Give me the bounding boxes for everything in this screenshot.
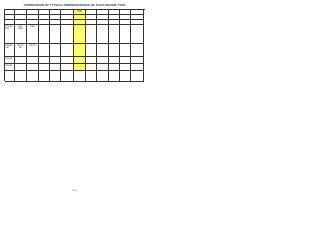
table-cell-r3-c4: 1.5-2.5 <box>50 25 61 44</box>
table-cell-r1-c11: EXAMPLE <box>131 15 144 20</box>
table-cell-r1-c4: EXAMPLE <box>50 15 61 20</box>
table-cell-r5-c5: 3.0 <box>61 57 74 64</box>
table-cell-r6-c2: 3.0 <box>27 64 39 71</box>
table-cell-r5-c3: 3.0 <box>39 57 50 64</box>
table-cell-r4-c8: 3.0 <box>97 44 109 57</box>
table-cell-r3-c10: 2.5-3.0 <box>120 25 131 44</box>
table-cell-r4-c9: 3.0 <box>109 44 120 57</box>
table-cell-r3-c0: BORE STROKE SIZE <box>5 25 15 44</box>
note-line: xxxxxxxxxxxxxxxxxxxxxxxxxxxxxxxxxxxxxxxxxxxxxxxxxxxxxxxxxxxxxxxxxxxxxxxx <box>36 70 83 71</box>
table-cell-r4-c7: 3.0 <box>86 44 97 57</box>
document-title: COMPARISON OF TYPICAL DIMENSIONS/SIZE OF EACH ENGINE TYPE <box>23 4 126 7</box>
table-cell-r3-c7: 2.5-3.0 <box>86 25 97 44</box>
table-cell-r3-c8: 2.5-3.0 <box>97 25 109 44</box>
table-cell-r4-c5: 3.0 <box>61 44 74 57</box>
table-cell-r4-c1: 3.0 TO MOTOR SET <box>15 44 27 57</box>
table-cell-r1-c3: EXAMPLE <box>39 15 50 20</box>
table-cell-r0-c6: VALUES TYPE <box>74 10 86 15</box>
note-line: xxxxxxxxxxxxxxxxxxxxxxxxxxxxxxxxxxxxxxxxxxxxxxxxxxxxxxxxxxxxxxxxxxxxxxxx <box>36 75 83 77</box>
spreadsheet <box>4 9 145 81</box>
table-cell-r5-c6: 3.0 <box>74 57 86 64</box>
table-cell-r4-c2: 3.0 TO MOTOR <box>27 44 39 57</box>
table-cell-r3-c2: CYLINDER DIAM. <box>27 25 39 44</box>
table-cell-r6-c1: 3.0 <box>15 64 27 71</box>
table-cell-r6-c5: 3.0 <box>61 64 74 71</box>
page-number: 1 of 1 <box>71 190 78 192</box>
table-cell-r6-c7: 3.0 <box>86 64 97 71</box>
note-line: xxxxxxxxxxxxxxxxxxxxxxxxxxxxxxxxxxxxxxxxxxxxxxxxxxxxxxxxxxxxxxxxxxxxxxxx <box>36 72 83 74</box>
table-cell-r3-c1: 15 MM DIA X 30 MM <box>15 25 27 44</box>
table-cell-r3-c3: 1.5-2.5 <box>39 25 50 44</box>
table-cell-r6-c3: 3.0 <box>39 64 50 71</box>
table-cell-r5-c0: LEFT STROKE <box>5 57 15 64</box>
table-cell-r1-c6: EXAMPLE <box>74 15 86 20</box>
table-cell-r1-c5: EXAMPLE <box>61 15 74 20</box>
table-cell-r5-c9: 3.0 <box>109 57 120 64</box>
table-cell-r1-c9: EXAMPLE <box>109 15 120 20</box>
table-cell-r6-c9: 3.0 <box>109 64 120 71</box>
table-cell-r6-c6: 3.0 <box>74 64 86 71</box>
table-cell-r4-c4: 3.0 <box>50 44 61 57</box>
table-cell-r6-c0: LEFT STROKE <box>5 64 15 71</box>
table-cell-r1-c10: EXAMPLE <box>120 15 131 20</box>
table-cell-r5-c4: 3.0 <box>50 57 61 64</box>
table-cell-r5-c1: 3.0 <box>15 57 27 64</box>
table-cell-r3-c5: 2.0-3.0 <box>61 25 74 44</box>
table-cell-r2-c6: TYPICAL <box>74 20 86 25</box>
table-cell-r6-c10: 3.0 <box>120 64 131 71</box>
table-cell-r4-c11: 3.0 <box>131 44 144 57</box>
table-cell-r6-c11: 3.0 <box>131 64 144 71</box>
table-cell-r1-c8: EXAMPLE <box>97 15 109 20</box>
table-cell-r5-c7: 3.0 <box>86 57 97 64</box>
table-cell-r6-c4: 3.0 <box>50 64 61 71</box>
table-cell-r5-c2: 3.0 <box>27 57 39 64</box>
table-cell-r5-c10: 3.0 <box>120 57 131 64</box>
table-cell-r1-c7: EXAMPLE <box>86 15 97 20</box>
notes-block <box>36 70 136 80</box>
table-cell-r4-c6: 3.0 <box>74 44 86 57</box>
table-cell-r4-c10: 3.0 <box>120 44 131 57</box>
table-cell-r4-c3: 3.0 <box>39 44 50 57</box>
table-cell-r6-c8: 3.0 <box>97 64 109 71</box>
table-cell-r7-c1 <box>15 71 27 82</box>
table-cell-r5-c11: 3.0 <box>131 57 144 64</box>
table-cell-r5-c8: 3.0 <box>97 57 109 64</box>
table-cell-r3-c9: 3.0-3.5 <box>109 25 120 44</box>
note-line: xxxxxxxxxxxxxxxxxxxxxxxxxxxxxxxxxxxxxxxxxxxxxxxxxxxxxxxxxxxxxxxxxxxxxxxx <box>36 77 83 79</box>
table-cell-r3-c11: 2.5-3.0 <box>131 25 144 44</box>
table-cell-r3-c6: 2.5-3.0 <box>74 25 86 44</box>
table-cell-r7-c0: NOTES <box>5 71 15 82</box>
table-cell-r4-c0: LEFT STROKE UNIT <box>5 44 15 57</box>
